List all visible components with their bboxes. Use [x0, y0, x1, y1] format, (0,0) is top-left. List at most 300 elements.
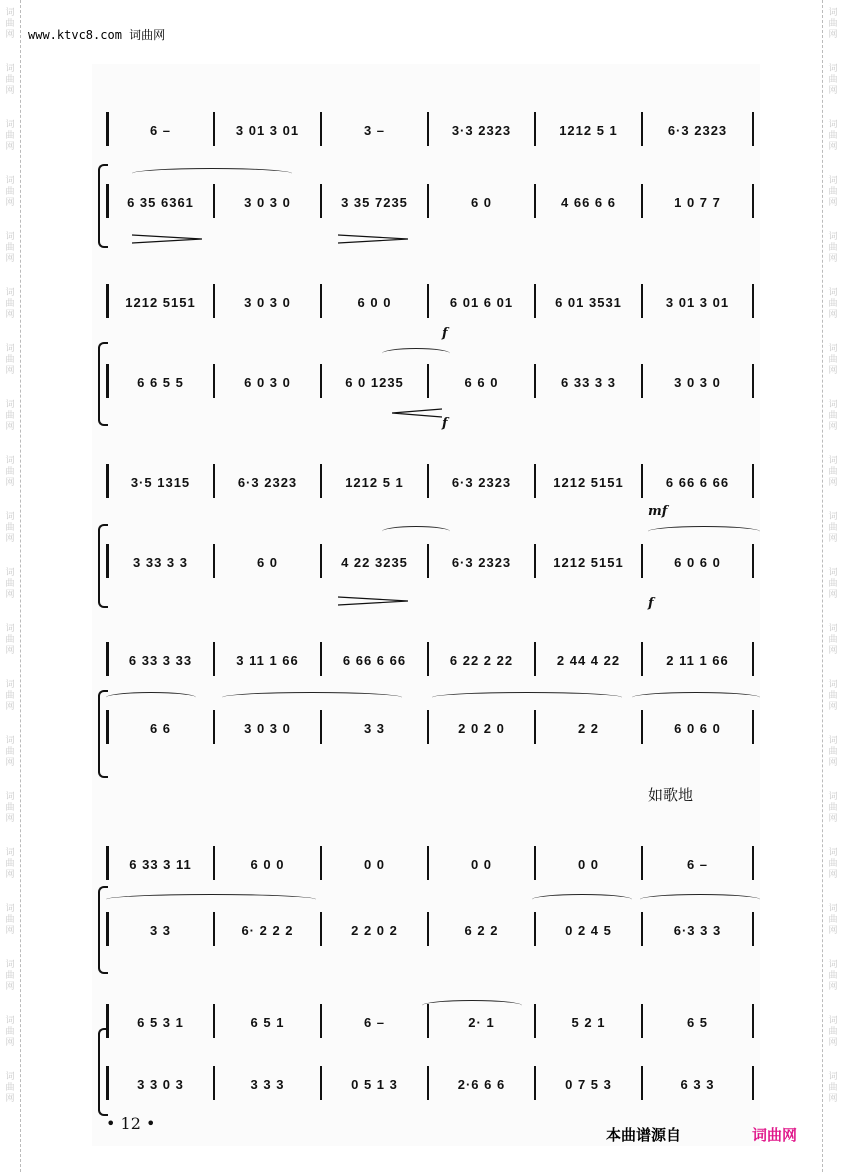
watermark-block	[828, 64, 837, 112]
watermark-char: 曲	[5, 131, 15, 141]
footer-brand-link[interactable]: 词曲网	[752, 1126, 798, 1144]
watermark-char: 词	[828, 680, 838, 690]
watermark-char: 曲	[828, 915, 838, 925]
watermark-char: 曲	[828, 187, 838, 197]
watermark-char: 词	[5, 624, 15, 634]
barline	[752, 184, 754, 218]
measure	[322, 638, 427, 682]
notes: 6 2 2	[464, 922, 499, 938]
watermark-char: 词	[828, 288, 838, 298]
notes: 6 22 2 22	[449, 652, 514, 668]
notes: 6 33 3 33	[128, 652, 193, 668]
watermark-char: 词	[5, 960, 15, 970]
measure	[322, 180, 427, 224]
measure	[108, 540, 213, 584]
watermark-block	[5, 120, 14, 168]
notes: 6 0 3 0	[244, 374, 291, 390]
score-page	[92, 64, 760, 1146]
slur	[648, 526, 760, 537]
notes: 6·3 2323	[451, 474, 512, 490]
watermark-char: 词	[5, 288, 15, 298]
measure	[536, 842, 641, 886]
watermark-char: 词	[5, 344, 15, 354]
barline	[752, 642, 754, 676]
watermark-block	[828, 344, 837, 392]
notes: 6 –	[686, 856, 709, 872]
watermark-char: 曲	[5, 299, 15, 309]
watermark-block	[5, 8, 14, 56]
watermark-char: 网	[828, 702, 838, 712]
measure	[108, 108, 213, 152]
watermark-char: 网	[828, 366, 838, 376]
watermark-char: 词	[828, 960, 838, 970]
measure	[536, 280, 641, 324]
watermark-char: 曲	[828, 299, 838, 309]
lower-staff	[106, 360, 754, 404]
notes: 3 33 3 3	[133, 554, 188, 570]
measure	[536, 360, 641, 404]
watermark-char: 网	[5, 926, 15, 936]
watermark-char: 网	[828, 86, 838, 96]
measure	[215, 638, 320, 682]
measure	[215, 360, 320, 404]
watermark-char: 曲	[828, 859, 838, 869]
notes: 2 0 2 0	[458, 720, 505, 736]
watermark-block	[828, 456, 837, 504]
measure	[536, 180, 641, 224]
watermark-char: 词	[828, 64, 838, 74]
watermark-char: 词	[828, 624, 838, 634]
watermark-char: 网	[828, 646, 838, 656]
watermark-char: 网	[5, 590, 15, 600]
watermark-char: 词	[5, 736, 15, 746]
slur	[132, 168, 292, 179]
measure	[429, 180, 534, 224]
notes: 6 6 0	[464, 374, 499, 390]
watermark-char: 词	[5, 1016, 15, 1026]
notes: 0 7 5 3	[565, 1076, 612, 1092]
watermark-char: 网	[828, 870, 838, 880]
watermark-char: 曲	[5, 803, 15, 813]
notes: 6 3 3	[680, 1076, 715, 1092]
watermark-block	[828, 792, 837, 840]
measure	[536, 706, 641, 750]
watermark-char: 词	[5, 456, 15, 466]
watermark-char: 曲	[828, 523, 838, 533]
measure	[108, 280, 213, 324]
barline	[752, 464, 754, 498]
watermark-char: 词	[5, 120, 15, 130]
measure	[536, 638, 641, 682]
watermark-char: 词	[5, 176, 15, 186]
dynamic-mezzo-forte: mf	[648, 504, 668, 519]
watermark-char: 词	[828, 400, 838, 410]
watermark-char: 曲	[5, 75, 15, 85]
notes: 6 6 5 5	[137, 374, 184, 390]
watermark-char: 曲	[5, 691, 15, 701]
watermark-block	[828, 512, 837, 560]
watermark-char: 词	[828, 344, 838, 354]
slur	[106, 692, 196, 703]
watermark-char: 网	[5, 198, 15, 208]
watermark-block	[828, 8, 837, 56]
measure	[108, 1062, 213, 1106]
watermark-char: 词	[828, 1072, 838, 1082]
watermark-block	[828, 848, 837, 896]
watermark-char: 曲	[5, 747, 15, 757]
watermark-block	[5, 288, 14, 336]
notes: 6 01 6 01	[449, 294, 514, 310]
measure	[536, 108, 641, 152]
watermark-block	[828, 176, 837, 224]
watermark-block	[828, 680, 837, 728]
watermark-char: 网	[5, 422, 15, 432]
notes: 3 3	[149, 922, 172, 938]
slur	[432, 692, 622, 703]
notes: 4 22 3235	[341, 554, 408, 570]
measure	[215, 180, 320, 224]
watermark-char: 曲	[828, 355, 838, 365]
watermark-char: 网	[828, 422, 838, 432]
watermark-char: 网	[828, 198, 838, 208]
measure	[215, 460, 320, 504]
upper-staff	[106, 638, 754, 682]
barline	[752, 710, 754, 744]
barline	[752, 1066, 754, 1100]
notes: 3 3 3	[250, 1076, 285, 1092]
upper-staff	[106, 460, 754, 504]
notes: 3·5 1315	[130, 474, 191, 490]
watermark-block	[5, 904, 14, 952]
watermark-char: 网	[828, 478, 838, 488]
watermark-char: 曲	[5, 523, 15, 533]
watermark-char: 词	[5, 904, 15, 914]
measure	[322, 908, 427, 952]
measure	[108, 360, 213, 404]
watermark-char: 曲	[5, 411, 15, 421]
measure	[322, 706, 427, 750]
left-watermark-strip	[0, 0, 21, 1172]
right-watermark-strip	[822, 0, 843, 1172]
measure	[536, 1000, 641, 1044]
watermark-char: 网	[828, 590, 838, 600]
notes: 3 3	[363, 720, 386, 736]
slur	[640, 894, 760, 905]
measure	[429, 108, 534, 152]
notes: 0 0	[470, 856, 493, 872]
watermark-char: 曲	[828, 635, 838, 645]
notes: 6·3 3 3	[673, 922, 722, 938]
measure	[536, 540, 641, 584]
notes: 6 35 6361	[127, 194, 194, 210]
watermark-char: 网	[5, 478, 15, 488]
watermark-char: 词	[828, 568, 838, 578]
measure	[643, 360, 752, 404]
watermark-char: 词	[828, 176, 838, 186]
upper-staff	[106, 108, 754, 152]
notes: 3 01 3 01	[235, 122, 300, 138]
watermark-char: 曲	[828, 467, 838, 477]
crescendo-hairpin	[392, 408, 442, 418]
watermark-char: 网	[828, 982, 838, 992]
watermark-char: 词	[828, 456, 838, 466]
watermark-char: 词	[5, 568, 15, 578]
barline	[752, 112, 754, 146]
notes: 3 11 1 66	[236, 652, 299, 668]
watermark-char: 网	[5, 86, 15, 96]
measure	[108, 706, 213, 750]
measure	[322, 842, 427, 886]
measure	[322, 280, 427, 324]
watermark-block	[5, 400, 14, 448]
watermark-char: 曲	[5, 579, 15, 589]
slur	[106, 894, 316, 905]
watermark-char: 词	[5, 400, 15, 410]
notes: 6 0 0	[250, 856, 285, 872]
slur	[422, 1000, 522, 1011]
watermark-char: 曲	[828, 131, 838, 141]
tempo-marking: 如歌地	[648, 786, 694, 804]
notes: 6 5	[686, 1014, 709, 1030]
watermark-char: 词	[828, 512, 838, 522]
watermark-char: 曲	[828, 19, 838, 29]
notes: 6 –	[149, 122, 172, 138]
measure	[108, 638, 213, 682]
decrescendo-hairpin	[338, 596, 408, 606]
notes: 5 2 1	[571, 1014, 606, 1030]
notes: 6·3 2323	[667, 122, 728, 138]
measure	[322, 540, 427, 584]
notes: 1212 5151	[125, 294, 196, 310]
measure	[215, 1062, 320, 1106]
notes: 3 0 3 0	[674, 374, 721, 390]
measure	[215, 842, 320, 886]
watermark-block	[828, 904, 837, 952]
watermark-char: 曲	[5, 467, 15, 477]
barline	[752, 846, 754, 880]
measure	[322, 1000, 427, 1044]
watermark-block	[828, 120, 837, 168]
measure	[643, 540, 752, 584]
measure	[536, 460, 641, 504]
watermark-char: 曲	[828, 75, 838, 85]
lower-staff	[106, 540, 754, 584]
notes: 6 66 6 66	[665, 474, 730, 490]
measure	[643, 108, 752, 152]
watermark-char: 网	[5, 646, 15, 656]
watermark-char: 词	[5, 792, 15, 802]
barline	[752, 364, 754, 398]
watermark-char: 词	[5, 512, 15, 522]
slur	[532, 894, 632, 905]
barline	[752, 284, 754, 318]
watermark-char: 曲	[5, 915, 15, 925]
watermark-char: 词	[5, 8, 15, 18]
watermark-char: 曲	[828, 579, 838, 589]
upper-staff	[106, 842, 754, 886]
measure	[643, 638, 752, 682]
footer-source-label: 本曲谱源自	[606, 1126, 682, 1144]
notes: 6 0 0	[357, 294, 392, 310]
measure	[215, 108, 320, 152]
watermark-char: 网	[5, 142, 15, 152]
measure	[429, 1062, 534, 1106]
watermark-block	[5, 1016, 14, 1064]
measure	[536, 908, 641, 952]
notes: 2 11 1 66	[666, 652, 729, 668]
watermark-block	[828, 400, 837, 448]
site-url[interactable]: www.ktvc8.com 词曲网	[28, 28, 166, 42]
notes: 2 2	[577, 720, 600, 736]
watermark-block	[5, 568, 14, 616]
decrescendo-hairpin	[132, 234, 202, 244]
watermark-char: 网	[5, 758, 15, 768]
measure	[429, 908, 534, 952]
watermark-char: 网	[828, 142, 838, 152]
measure	[643, 460, 752, 504]
notes: 6·3 2323	[237, 474, 298, 490]
notes: 3 –	[363, 122, 386, 138]
watermark-char: 曲	[828, 971, 838, 981]
notes: 6 0 6 0	[674, 720, 721, 736]
lower-staff	[106, 1062, 754, 1106]
notes: 3 0 3 0	[244, 194, 291, 210]
watermark-block	[828, 960, 837, 1008]
notes: 6 –	[363, 1014, 386, 1030]
watermark-char: 曲	[828, 411, 838, 421]
slur	[382, 526, 450, 537]
watermark-char: 词	[828, 232, 838, 242]
lower-staff	[106, 180, 754, 224]
watermark-char: 曲	[828, 243, 838, 253]
measure	[322, 360, 427, 404]
slur	[382, 348, 450, 359]
watermark-char: 网	[5, 1094, 15, 1104]
watermark-char: 网	[5, 814, 15, 824]
watermark-char: 曲	[828, 803, 838, 813]
watermark-char: 词	[828, 1016, 838, 1026]
watermark-block	[828, 624, 837, 672]
notes: 6 0 6 0	[674, 554, 721, 570]
measure	[322, 460, 427, 504]
watermark-char: 网	[828, 30, 838, 40]
measure	[643, 1062, 752, 1106]
measure	[429, 638, 534, 682]
measure	[108, 842, 213, 886]
watermark-block	[5, 848, 14, 896]
notes: 3 35 7235	[341, 194, 408, 210]
watermark-char: 曲	[5, 19, 15, 29]
lower-staff	[106, 908, 754, 952]
measure	[322, 1062, 427, 1106]
watermark-char: 曲	[5, 971, 15, 981]
watermark-char: 网	[5, 982, 15, 992]
notes: 0 0	[577, 856, 600, 872]
dynamic-forte: f	[442, 326, 448, 341]
notes: 6·3 2323	[451, 554, 512, 570]
watermark-block	[5, 344, 14, 392]
measure	[429, 842, 534, 886]
notes: 1212 5 1	[559, 122, 618, 138]
measure	[429, 460, 534, 504]
watermark-char: 网	[828, 926, 838, 936]
watermark-block	[828, 568, 837, 616]
measure	[108, 908, 213, 952]
lower-staff	[106, 706, 754, 750]
watermark-char: 词	[5, 848, 15, 858]
barline	[752, 912, 754, 946]
watermark-char: 曲	[5, 859, 15, 869]
measure	[643, 706, 752, 750]
notes: 0 0	[363, 856, 386, 872]
notes: 1212 5 1	[345, 474, 404, 490]
watermark-char: 词	[828, 736, 838, 746]
watermark-block	[828, 232, 837, 280]
measure	[429, 540, 534, 584]
watermark-char: 曲	[828, 691, 838, 701]
notes: 1212 5151	[553, 554, 624, 570]
notes: 3 01 3 01	[665, 294, 730, 310]
measure	[108, 1000, 213, 1044]
watermark-block	[5, 176, 14, 224]
notes: 2· 1	[468, 1014, 495, 1030]
watermark-char: 网	[5, 254, 15, 264]
notes: 6 0	[470, 194, 493, 210]
watermark-char: 网	[5, 1038, 15, 1048]
measure	[643, 280, 752, 324]
watermark-char: 网	[5, 366, 15, 376]
watermark-char: 曲	[5, 243, 15, 253]
watermark-block	[5, 456, 14, 504]
page-number: • 12 •	[106, 1114, 156, 1133]
watermark-char: 曲	[5, 355, 15, 365]
watermark-char: 网	[828, 1038, 838, 1048]
notes: 6 33 3 3	[561, 374, 616, 390]
notes: 3·3 2323	[451, 122, 512, 138]
watermark-char: 网	[828, 254, 838, 264]
measure	[643, 908, 752, 952]
watermark-char: 词	[828, 8, 838, 18]
watermark-char: 词	[5, 1072, 15, 1082]
watermark-block	[5, 792, 14, 840]
watermark-block	[828, 1072, 837, 1120]
watermark-char: 词	[5, 64, 15, 74]
watermark-char: 网	[5, 534, 15, 544]
measure	[215, 1000, 320, 1044]
watermark-char: 网	[828, 814, 838, 824]
watermark-char: 词	[5, 232, 15, 242]
watermark-char: 曲	[5, 187, 15, 197]
measure	[643, 842, 752, 886]
watermark-char: 网	[5, 870, 15, 880]
slur	[222, 692, 402, 703]
slur	[632, 692, 760, 703]
watermark-char: 词	[828, 120, 838, 130]
watermark-char: 曲	[5, 635, 15, 645]
watermark-char: 网	[828, 310, 838, 320]
watermark-char: 曲	[828, 1027, 838, 1037]
notes: 2 2 0 2	[351, 922, 398, 938]
notes: 6 0 1235	[345, 374, 404, 390]
measure	[429, 280, 534, 324]
measure	[215, 706, 320, 750]
watermark-block	[828, 736, 837, 784]
watermark-char: 网	[5, 310, 15, 320]
notes: 6 5 3 1	[137, 1014, 184, 1030]
watermark-block	[828, 1016, 837, 1064]
watermark-block	[5, 64, 14, 112]
watermark-char: 词	[828, 904, 838, 914]
